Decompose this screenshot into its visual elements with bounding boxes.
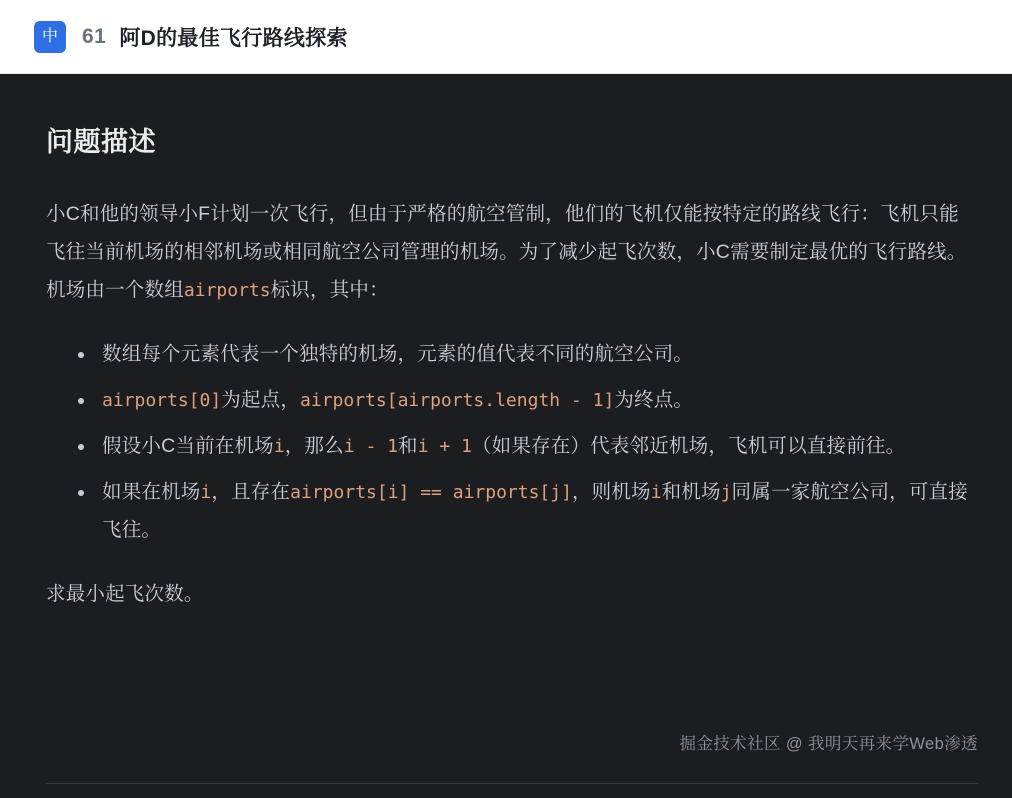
bullet-4-text-3: ，则机场	[571, 481, 651, 504]
problem-description-panel	[0, 74, 1012, 798]
intro-paragraph	[46, 195, 978, 309]
bullet-1-text: 数组每个元素代表一个独特的机场，元素的值代表不同的航空公司。	[102, 343, 694, 366]
list-item	[102, 381, 978, 419]
intro-text-before: 小C和他的领导小F计划一次飞行，但由于严格的航空管制，他们的飞机仅能按特定的路线飞行：飞机只能飞往当前机场的相邻机场或相同航空公司管理的机场。为了减少起飞次数，小C需要制定最优的飞行路线。机场由一个数组	[46, 203, 967, 302]
bullet-3-text-2: ，那么	[284, 435, 344, 458]
bullet-3-text-4: （如果存在）代表邻近机场，飞机可以直接前往。	[471, 435, 906, 458]
bullet-3-text-1: 假设小C当前在机场	[102, 435, 274, 458]
problem-number: 61	[82, 24, 107, 48]
bullet-3-code-iminus1: i - 1	[343, 436, 399, 458]
bullet-2-text-2: 为终点。	[614, 389, 694, 412]
intro-text-after: 标识，其中：	[270, 279, 389, 302]
list-item	[102, 473, 978, 549]
watermark: 掘金技术社区 @ 我明天再来学Web渗透	[679, 735, 978, 753]
bullet-3-code-iplus1: i + 1	[417, 436, 472, 458]
divider	[46, 783, 978, 784]
bullet-2-code-start: airports[0]	[102, 390, 222, 412]
section-title: 问题描述	[46, 127, 156, 157]
bullet-2-code-end: airports[airports.length - 1]	[300, 390, 615, 412]
constraints-list	[46, 335, 978, 549]
bullet-4-text-5: 同属一家航空公司，可直接飞往。	[102, 481, 968, 542]
bullet-4-text-1: 如果在机场	[102, 481, 201, 504]
problem-header	[0, 0, 1012, 74]
list-item	[102, 427, 978, 465]
bullet-4-code-i: i	[200, 482, 212, 504]
closing-paragraph: 求最小起飞次数。	[46, 583, 204, 606]
page-title: 阿D的最佳飞行路线探索	[119, 26, 348, 50]
bullet-2-text-1: 为起点，	[221, 389, 301, 412]
list-item	[102, 335, 978, 373]
bullet-3-code-i: i	[273, 436, 285, 458]
language-badge[interactable]: 中	[34, 21, 66, 53]
bullet-3-text-3: 和	[398, 435, 418, 458]
inline-code-airports: airports	[183, 280, 271, 302]
bullet-4-code-j: j	[720, 482, 732, 504]
bullet-4-text-2: ，且存在	[211, 481, 291, 504]
bullet-4-code-equality: airports[i] == airports[j]	[290, 482, 572, 504]
bullet-4-code-i2: i	[650, 482, 662, 504]
bullet-4-text-4: 和机场	[661, 481, 721, 504]
